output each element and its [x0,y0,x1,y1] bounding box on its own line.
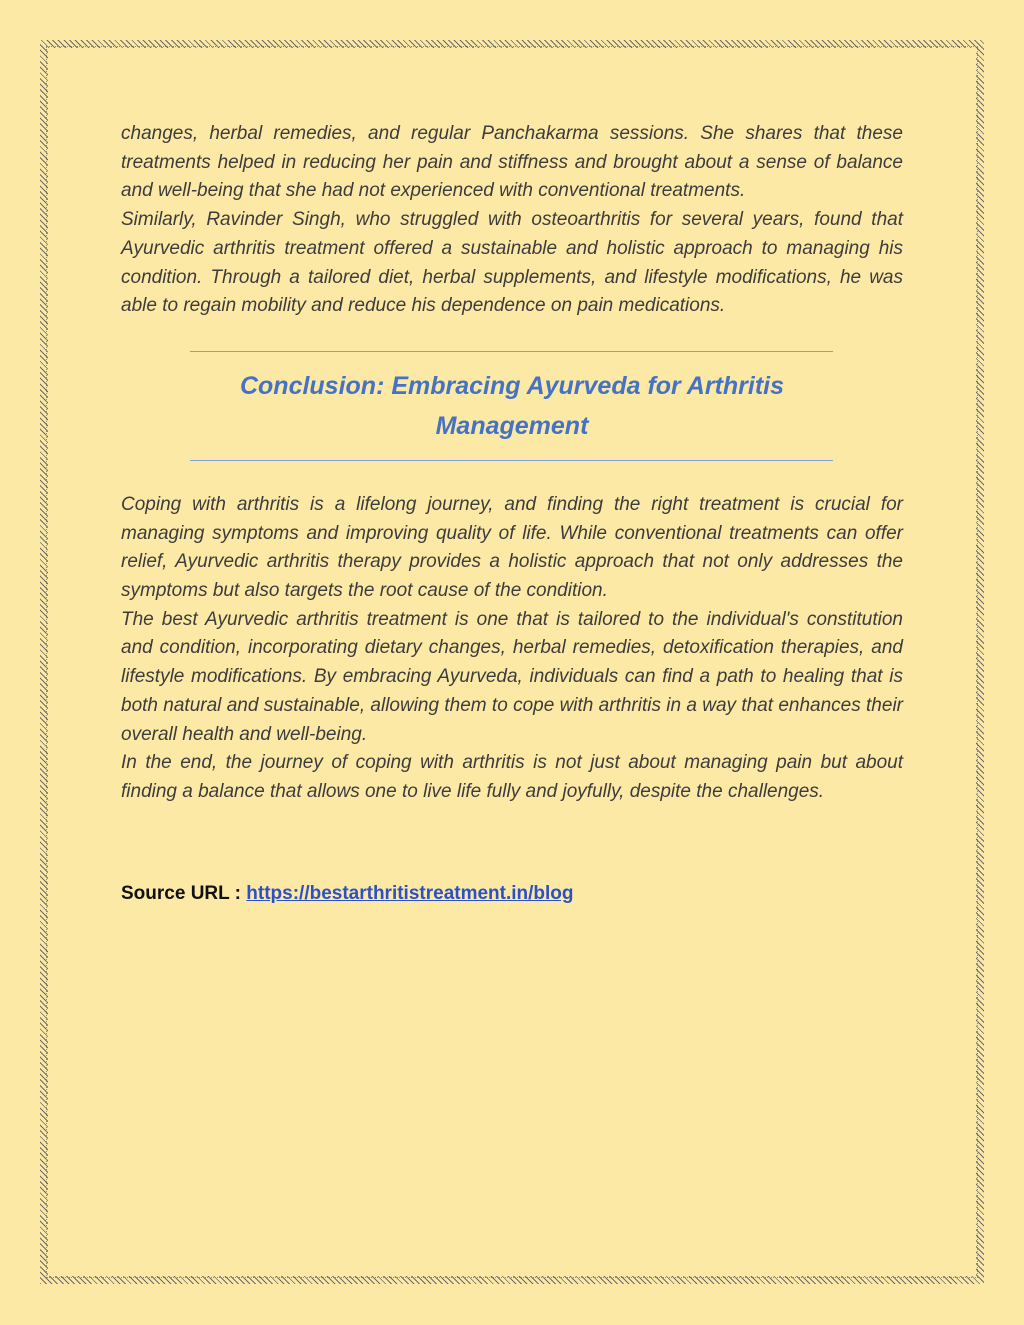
source-line [121,883,903,905]
paragraph-top-1: changes, herbal remedies, and regular Panchakarma sessions. She shares that these treatments helped in reducing her pain and stiffness and brought about a sense of balance and well-being that she had not experienced with conventional treatments. [121,123,903,202]
conclusion-paragraph-1: Coping with arthritis is a lifelong journey, and finding the right treatment is crucial for managing symptoms and improving quality of life. While conventional treatments can offer relief, Ayurvedic arthritis therapy provides a holistic approach that not only addresses the symptoms but also targets the root cause of the condition. [121,493,903,602]
paragraph-top-2: Similarly, Ravinder Singh, who struggled with osteoarthritis for several years, found that Ayurvedic arthritis treatment offered a sustainable and holistic approach to managing his condition. Through a tailored diet, herbal supplements, and lifestyle modifications, he was able to regain mobility and reduce his dependence on pain medications. [121,209,903,317]
conclusion-paragraph-3: In the end, the journey of coping with arthritis is not just about managing pain but about finding a balance that allows one to live life fully and joyfully, despite the challenges. [121,752,903,802]
page-content [121,120,903,905]
source-link[interactable]: https://bestarthritistreatment.in/blog [246,882,574,904]
conclusion-paragraph-2: The best Ayurvedic arthritis treatment is one that is tailored to the individual's constitution and condition, incorporating dietary changes, herbal remedies, detoxification therapies, and lifestyle modifications. By embracing Ayurveda, individuals can find a path to healing that is both natural and sustainable, allowing them to cope with arthritis in a way that enhances their overall health and well-being. [121,608,903,745]
conclusion-section [121,491,903,807]
section-heading: Conclusion: Embracing Ayurveda for Arthritis Management [239,371,785,440]
source-label: Source URL : [121,882,247,904]
heading-rule-bottom [190,460,833,461]
heading-rule-top [190,351,833,352]
